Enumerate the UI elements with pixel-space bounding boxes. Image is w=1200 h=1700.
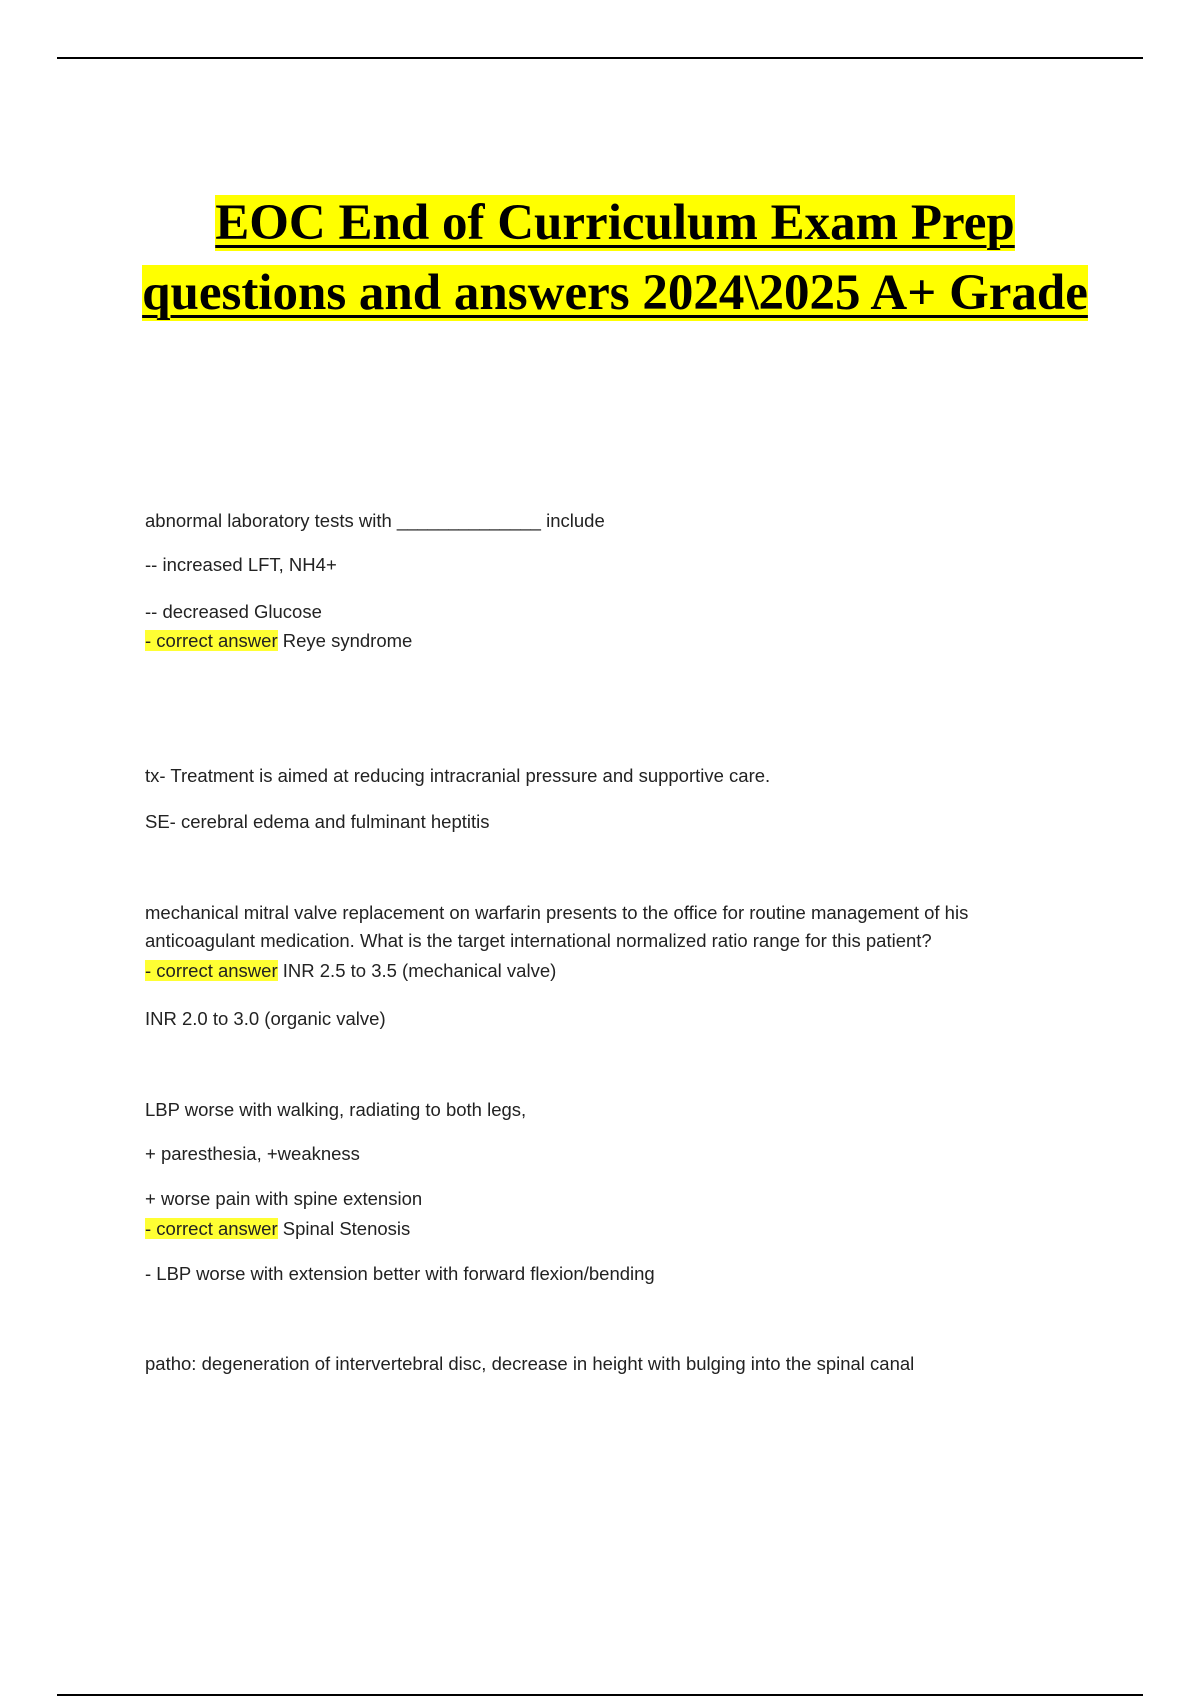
correct-answer-marker: - correct answer (145, 630, 278, 651)
correct-answer-marker: - correct answer (145, 1218, 278, 1239)
document-title (120, 188, 1110, 328)
q3-line-1: LBP worse with walking, radiating to both legs, (145, 1099, 527, 1120)
q3-line-2: + paresthesia, +weakness (145, 1143, 360, 1164)
q1-answer-line (145, 627, 412, 655)
bottom-rule (57, 1694, 1143, 1696)
q2-line-3: INR 2.0 to 3.0 (organic valve) (145, 1008, 386, 1029)
q2-line-2: anticoagulant medication. What is the target international normalized ratio range for this patient? (145, 930, 932, 951)
q1-line-4: tx- Treatment is aimed at reducing intracranial pressure and supportive care. (145, 765, 771, 786)
q1-line-3: -- decreased Glucose (145, 601, 322, 622)
q3-answer-line (145, 1215, 410, 1243)
q2-answer: INR 2.5 to 3.5 (mechanical valve) (282, 960, 557, 981)
q3-line-3: + worse pain with spine extension (145, 1188, 423, 1209)
q1-line-5: SE- cerebral edema and fulminant heptitis (145, 811, 490, 832)
correct-answer-marker: - correct answer (145, 960, 278, 981)
q1-line-1: abnormal laboratory tests with ______________ include (145, 510, 605, 531)
q3-line-4: - LBP worse with extension better with forward flexion/bending (145, 1263, 655, 1284)
q2-answer-line (145, 957, 556, 985)
q1-answer: Reye syndrome (282, 630, 413, 651)
q1-line-2: -- increased LFT, NH4+ (145, 554, 337, 575)
q3-answer: Spinal Stenosis (282, 1218, 411, 1239)
q3-line-5: patho: degeneration of intervertebral disc, decrease in height with bulging into the spinal canal (145, 1353, 915, 1374)
top-rule (57, 57, 1143, 59)
q2-line-1: mechanical mitral valve replacement on warfarin presents to the office for routine management of his (145, 902, 969, 923)
title-highlight: EOC End of Curriculum Exam Prep questions and answers 2024\2025 A+ Grade (142, 195, 1088, 321)
